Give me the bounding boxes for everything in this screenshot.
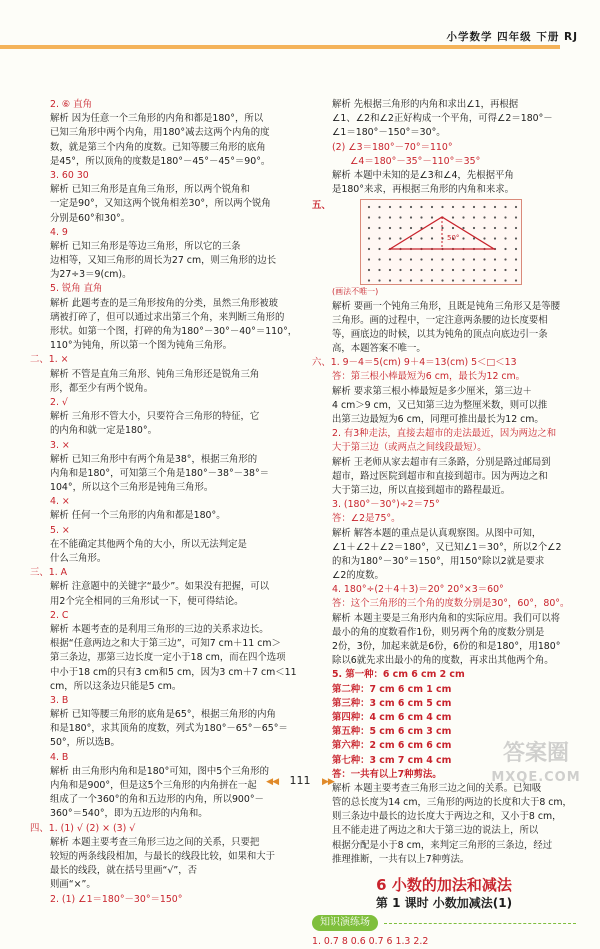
- right-bottom-text-line: 则三条边中最长的边长度大于两边之和，又小于8 cm，: [332, 811, 562, 823]
- triangle-angle-mark: 50°: [447, 234, 460, 243]
- grid-dot: [399, 227, 401, 229]
- right-column: [312, 98, 576, 949]
- grid-dot: [378, 227, 380, 229]
- grid-dot: [462, 280, 464, 282]
- right-bottom-text-line: 解析 本题主要是三角形内角和的实际应用。我们可以将: [332, 612, 560, 624]
- right-top-text-line: ∠1＝180°－150°＝30°。: [332, 127, 446, 139]
- grid-dot: [420, 269, 422, 271]
- left-text-line: 分别是60°和30°。: [50, 212, 131, 224]
- left-text-line: 三、1. A: [30, 567, 68, 579]
- right-bottom-text-line: 第六种：2 cm 6 cm 6 cm: [332, 740, 452, 752]
- grid-dot: [431, 217, 433, 219]
- prev-page-icon[interactable]: ◀◀: [266, 777, 278, 787]
- left-text-line: 内角和是180°，可知第三个角是180°－38°－38°＝: [50, 467, 270, 479]
- grid-dot: [410, 259, 412, 261]
- right-bottom-text-line: 且不能走进了两边之和大于第三边的说法上，所以: [332, 825, 539, 837]
- grid-dot: [462, 227, 464, 229]
- right-bottom-text-line: 三角形。画的过程中，一定注意两条腰的边长度要相: [332, 314, 548, 326]
- grid-dot: [368, 259, 370, 261]
- grid-dot: [483, 227, 485, 229]
- grid-dot: [399, 238, 401, 240]
- section-title: 6 小数的加法和减法: [376, 876, 512, 894]
- grid-dot: [368, 238, 370, 240]
- left-text-line: 内角和是900°，但是这5个三角形的内角拼在一起: [50, 780, 257, 791]
- grid-dot: [515, 206, 517, 208]
- right-bottom-text-line: 解析 要画一个钝角三角形，且既是钝角三角形又是等腰: [332, 300, 560, 312]
- left-text-line: 5. 锐角 直角: [50, 283, 103, 295]
- grid-note: (画法不唯一): [332, 287, 379, 297]
- grid-dot: [452, 259, 454, 261]
- grid-dot: [399, 217, 401, 219]
- grid-dot: [504, 206, 506, 208]
- right-bottom-text-line: 等，画底边的时候，以其为钝角的顶点向底边引一条: [332, 328, 548, 340]
- right-bottom-text-line: 第三种：3 cm 6 cm 5 cm: [332, 697, 452, 709]
- grid-dot: [462, 238, 464, 240]
- right-bottom-text-line: ∠2的度数。: [332, 570, 384, 582]
- grid-dot: [462, 269, 464, 271]
- left-text-line: 解析 已知三角形是直角三角形，所以两个锐角和: [50, 184, 250, 196]
- right-top-text-line: ∠4＝180°－35°－110°＝35°: [350, 155, 481, 167]
- grid-dot: [431, 238, 433, 240]
- grid-dot: [515, 248, 517, 250]
- left-text-line: 根据“任意两边之和大于第三边”，可知7 cm＋11 cm＞: [50, 638, 281, 650]
- left-text-line: 为27÷3＝9(cm)。: [50, 269, 132, 281]
- left-text-line: 解析 任何一个三角形的内角和都是180°。: [50, 510, 226, 522]
- grid-dot: [410, 227, 412, 229]
- grid-dot: [441, 227, 443, 229]
- grid-dot: [389, 259, 391, 261]
- grid-dot: [504, 269, 506, 271]
- left-text-line: 3. B: [50, 694, 69, 706]
- left-text-line: 二、1. ×: [30, 354, 69, 366]
- grid-dot: [378, 238, 380, 240]
- grid-dot: [441, 206, 443, 208]
- left-text-line: 什么三角形。: [50, 553, 107, 564]
- grid-dot: [462, 206, 464, 208]
- grid-dot: [389, 206, 391, 208]
- right-bottom-text-line: 的和为180°－30°＝150°，用150°除以2就是要求: [332, 555, 545, 567]
- left-text-line: 数，就是第三个内角的度数。已知等腰三角形的底角: [50, 141, 266, 153]
- grid-dot: [515, 280, 517, 282]
- grid-dot: [420, 259, 422, 261]
- grid-dot: [494, 269, 496, 271]
- right-bottom-text-line: 大于第三边（或两点之间线段最短）。: [332, 442, 487, 454]
- grid-dot: [410, 238, 412, 240]
- left-text-line: 2. C: [50, 609, 69, 621]
- answer-line: 1. 0.7 8 0.6 0.7 6 1.3 2.2: [312, 936, 429, 947]
- left-text-line: 解析 由三角形内角和是180°可知，图中5个三角形的: [50, 765, 270, 777]
- right-bottom-text-line: 答：这个三角形的三个角的度数分别是30°，60°，80°。: [332, 598, 570, 610]
- practice-bar: [312, 915, 576, 931]
- left-text-line: 解析 不管是直角三角形、钝角三角形还是锐角三角: [50, 368, 260, 380]
- right-bottom-text-line: 第七种：3 cm 7 cm 4 cm: [332, 754, 452, 766]
- practice-label: 知识演练场: [312, 915, 378, 931]
- left-text-line: 解析 三角形不管大小，只要符合三角形的特征，它: [50, 411, 260, 423]
- grid-dot: [378, 259, 380, 261]
- grid-dot: [462, 217, 464, 219]
- grid-dot: [378, 248, 380, 250]
- grid-dot: [368, 280, 370, 282]
- right-bottom-text-line: 2. 有3种走法，直接去超市的走法最近，因为两边之和: [332, 428, 557, 440]
- grid-dot: [389, 269, 391, 271]
- grid-dot: [515, 238, 517, 240]
- left-text-line: 组成了一个360°的角和五边形的内角，所以900°－: [50, 794, 264, 806]
- left-text-line: 用2个完全相同的三角形试一下，便可得结论。: [50, 595, 244, 607]
- left-text-line: 3. ×: [50, 439, 70, 451]
- grid-dot: [441, 269, 443, 271]
- grid-dot: [473, 280, 475, 282]
- right-bottom-text-line: 管的总长度为14 cm，三角形的两边的长度和大于8 cm，: [332, 797, 572, 809]
- left-text-line: 则画“×”。: [50, 879, 96, 891]
- left-text-line: 解析 此题考查的是三角形按角的分类，虽然三角形被玻: [50, 297, 278, 309]
- right-top-text-line: 解析 本题中未知的是∠3和∠4，先根据平角: [332, 169, 514, 181]
- grid-dot: [483, 206, 485, 208]
- grid-dot: [431, 206, 433, 208]
- grid-dot: [378, 269, 380, 271]
- grid-dot: [431, 227, 433, 229]
- section-heading: [312, 875, 576, 911]
- right-bottom-text-line: 解析 解答本题的重点是认真观察图。从图中可知，: [332, 527, 542, 539]
- left-text-line: 50°，所以选B。: [50, 737, 120, 749]
- left-text-line: 四、1. (1) √ (2) × (3) √: [30, 822, 136, 834]
- left-text-line: 2. ⑥ 直角: [50, 99, 93, 110]
- grid-dot: [420, 280, 422, 282]
- right-bottom-text-line: 出第三边最短为6 cm，同理可推出最长为12 cm。: [332, 414, 544, 425]
- right-bottom-text-line: 答：一共有以上7种剪法。: [332, 768, 442, 780]
- grid-dot: [420, 206, 422, 208]
- grid-dot: [494, 259, 496, 261]
- grid-dot: [399, 269, 401, 271]
- grid-dot: [515, 269, 517, 271]
- grid-dot: [420, 217, 422, 219]
- grid-dot: [494, 217, 496, 219]
- left-text-line: 形，都至少有两个锐角。: [50, 382, 154, 394]
- right-bottom-text-line: 大于第三边，所以直接到超市的路程最近。: [332, 484, 511, 496]
- grid-dot: [368, 227, 370, 229]
- section-five-label: 五、: [312, 200, 331, 212]
- grid-dot: [410, 280, 412, 282]
- grid-dot: [473, 227, 475, 229]
- dot-grid-figure: [360, 199, 522, 285]
- grid-dot: [378, 217, 380, 219]
- grid-dot: [368, 269, 370, 271]
- grid-dot: [378, 280, 380, 282]
- grid-dot: [452, 227, 454, 229]
- left-text-line: 一定是90°，又知这两个锐角相差30°，所以两个锐角: [50, 198, 271, 210]
- grid-dot: [494, 280, 496, 282]
- left-text-line: 5. ×: [50, 524, 70, 536]
- right-bottom-text-line: 高，本题答案不唯一。: [332, 343, 426, 355]
- right-bottom-text-line: 六、1. 9－4＝5(cm) 9＋4＝13(cm) 5＜□＜13: [312, 357, 517, 369]
- grid-dot: [515, 227, 517, 229]
- grid-dot: [483, 217, 485, 219]
- grid-dot: [368, 217, 370, 219]
- watermark-url: MXQE.COM: [491, 770, 581, 785]
- book-tag: 小学数学 四年级 下册 RJ: [446, 31, 578, 43]
- left-text-line: 4. B: [50, 751, 69, 763]
- grid-dot: [452, 206, 454, 208]
- right-bottom-text-line: 解析 要求第三根小棒最短是多少厘米，第三边＋: [332, 385, 532, 397]
- left-text-line: 第三条边，那第三边长度一定小于18 cm，而在四个选项: [50, 652, 286, 664]
- grid-dot: [483, 259, 485, 261]
- left-text-line: 最长的线段，就在括号里画“√”，否: [50, 865, 197, 877]
- grid-dot: [410, 206, 412, 208]
- grid-dot: [420, 238, 422, 240]
- next-page-icon[interactable]: ▶▶: [322, 777, 334, 787]
- grid-dot: [389, 280, 391, 282]
- right-bottom-text-line: 解析 本题主要考查三角形三边之间的关系。已知吸: [332, 782, 542, 794]
- grid-dot: [504, 238, 506, 240]
- left-text-line: 是45°，所以顶角的度数是180°－45°－45°＝90°。: [50, 155, 271, 167]
- grid-dot: [494, 238, 496, 240]
- left-text-line: 解析 本题考查的是利用三角形的三边的关系求边长。: [50, 623, 269, 635]
- left-text-line: 解析 注意题中的关键字“最少”。如果没有把握，可以: [50, 581, 269, 593]
- watermark-logo: [486, 742, 586, 792]
- grid-dot: [504, 227, 506, 229]
- right-top-text-line: 解析 先根据三角形的内角和求出∠1，再根据: [332, 99, 519, 110]
- right-bottom-text-line: 第二种：7 cm 6 cm 1 cm: [332, 683, 452, 695]
- grid-dot: [441, 280, 443, 282]
- right-bottom-text-line: 第四种：4 cm 6 cm 4 cm: [332, 711, 452, 723]
- grid-dot: [410, 217, 412, 219]
- grid-dot: [431, 269, 433, 271]
- left-text-line: 解析 已知等腰三角形的底角是65°，根据三角形的内角: [50, 709, 276, 721]
- grid-dot: [410, 269, 412, 271]
- grid-dot: [389, 238, 391, 240]
- grid-dot: [378, 206, 380, 208]
- left-text-line: 110°为钝角，所以第一个图为钝角三角形。: [50, 340, 232, 352]
- right-top-text-line: (2) ∠3＝180°－70°＝110°: [332, 141, 453, 153]
- dot-grid-svg: [361, 200, 523, 286]
- right-top-text-line: 是180°来求，再根据三角形的内角和来求。: [332, 184, 514, 196]
- right-bottom-text-line: 推理推断，一共有以上7种剪法。: [332, 853, 470, 865]
- section-subtitle: 第 1 课时 小数加减法(1): [375, 896, 513, 910]
- left-text-line: 璃被打碎了，但可以通过求出第三个角，来判断三角形的: [50, 311, 285, 323]
- left-text-line: 4. ×: [50, 496, 70, 508]
- left-text-line: 和是180°，求其顶角的度数，列式为180°－65°－65°＝: [50, 723, 288, 735]
- grid-dot: [368, 248, 370, 250]
- left-text-line: 解析 已知三角形是等边三角形，所以它的三条: [50, 240, 241, 252]
- page-number: 111: [289, 774, 311, 787]
- left-text-line: 的内角和就一定是180°。: [50, 425, 157, 437]
- grid-dot: [473, 259, 475, 261]
- grid-dot: [431, 280, 433, 282]
- practice-divider: [384, 923, 576, 924]
- grid-dot: [399, 206, 401, 208]
- left-text-line: cm，所以这条边只能是5 cm。: [50, 680, 182, 692]
- left-text-line: 解析 本题主要考查三角形三边之间的关系，只要把: [50, 836, 260, 848]
- right-bottom-text-line: 除以6就先求出最小的角的度数，再求出其他两个角。: [332, 655, 554, 667]
- grid-dot: [483, 280, 485, 282]
- grid-dot: [504, 259, 506, 261]
- watermark-text: 答案圈: [502, 741, 569, 766]
- right-bottom-text-line: 答：第三根小棒最短为6 cm，最长为12 cm。: [332, 371, 526, 383]
- left-text-line: 解析 因为任意一个三角形的内角和都是180°，所以: [50, 113, 264, 125]
- grid-dot: [483, 269, 485, 271]
- left-text-line: 2. (1) ∠1＝180°－30°＝150°: [50, 893, 183, 905]
- right-top-lines: [312, 98, 576, 197]
- grid-dot: [368, 206, 370, 208]
- left-text-line: 较短的两条线段相加，与最长的线段比较，如果和大于: [50, 850, 276, 862]
- grid-dot: [504, 248, 506, 250]
- grid-dot: [494, 206, 496, 208]
- grid-dot: [389, 227, 391, 229]
- left-text-line: 形状。如第一个图，打碎的角为180°－30°－40°＝110°，: [50, 326, 298, 337]
- grid-dot: [494, 227, 496, 229]
- right-bottom-text-line: 超市，路过医院到超市和直接到超市。因为两边之和: [332, 470, 548, 482]
- grid-dot: [483, 238, 485, 240]
- left-text-line: 已知三角形中两个内角，用180°减去这两个内角的度: [50, 127, 270, 139]
- right-bottom-text-line: 最小的角的度数看作1份，则另两个角的度数分别是: [332, 626, 545, 638]
- grid-dot: [473, 206, 475, 208]
- left-text-line: 中小于18 cm的只有3 cm和5 cm，因为3 cm＋7 cm＜11: [50, 666, 297, 678]
- grid-dot: [504, 280, 506, 282]
- right-bottom-text-line: 4 cm＞9 cm，又已知第三边为整厘米数，则可以推: [332, 399, 548, 411]
- left-text-line: 在不能确定其他两个角的大小，所以无法判定是: [50, 538, 247, 550]
- right-bottom-text-line: 4. 180°÷(2＋4＋3)＝20° 20°×3＝60°: [332, 584, 504, 596]
- page-header: [0, 30, 600, 48]
- right-bottom-text-line: 第五种：5 cm 6 cm 3 cm: [332, 726, 452, 738]
- right-top-text-line: ∠1、∠2和∠2正好构成一个平角，可得∠2＝180°－: [332, 113, 553, 125]
- left-text-line: 360°＝540°，即为五边形的内角和。: [50, 808, 208, 820]
- grid-dot: [504, 217, 506, 219]
- right-bottom-text-line: ∠1＋∠2＋∠2＝180°，又已知∠1＝30°，所以2个∠2: [332, 541, 562, 553]
- left-text-line: 解析 已知三角形中有两个角是38°，根据三角形的: [50, 453, 258, 465]
- left-text-line: 边相等，又知三角形的周长为27 cm，则三角形的边长: [50, 255, 277, 267]
- grid-dot: [441, 259, 443, 261]
- grid-dot: [389, 217, 391, 219]
- section-five: [312, 199, 576, 285]
- right-bottom-text-line: 根据分配是小于8 cm，来判定三角形的三条边，经过: [332, 839, 553, 851]
- right-bottom-text-line: 3. (180°－30°)÷2＝75°: [332, 499, 440, 511]
- left-text-line: 104°，所以这个三角形是钝角三角形。: [50, 482, 214, 494]
- grid-dot: [473, 217, 475, 219]
- grid-dot: [473, 269, 475, 271]
- left-text-line: 3. 60 30: [50, 169, 89, 181]
- left-text-line: 2. √: [50, 396, 68, 408]
- grid-dot: [515, 259, 517, 261]
- right-bottom-text-line: 5. 第一种：6 cm 6 cm 2 cm: [332, 669, 465, 681]
- grid-dot: [462, 259, 464, 261]
- grid-dot: [515, 217, 517, 219]
- right-bottom-text-line: 2份，3份，加起来就是6份，6份的和是180°，用180°: [332, 641, 561, 652]
- left-text-line: 4. 9: [50, 226, 68, 238]
- grid-dot: [452, 217, 454, 219]
- header-bar: [0, 45, 560, 49]
- right-bottom-text-line: 答：∠2是75°。: [332, 513, 401, 525]
- grid-dot: [399, 259, 401, 261]
- right-bottom-text-line: 解析 王老师从家去超市有三条路，分别是路过邮局到: [332, 456, 551, 468]
- grid-dot: [452, 280, 454, 282]
- grid-dot: [452, 269, 454, 271]
- grid-dot: [431, 259, 433, 261]
- grid-dot: [399, 280, 401, 282]
